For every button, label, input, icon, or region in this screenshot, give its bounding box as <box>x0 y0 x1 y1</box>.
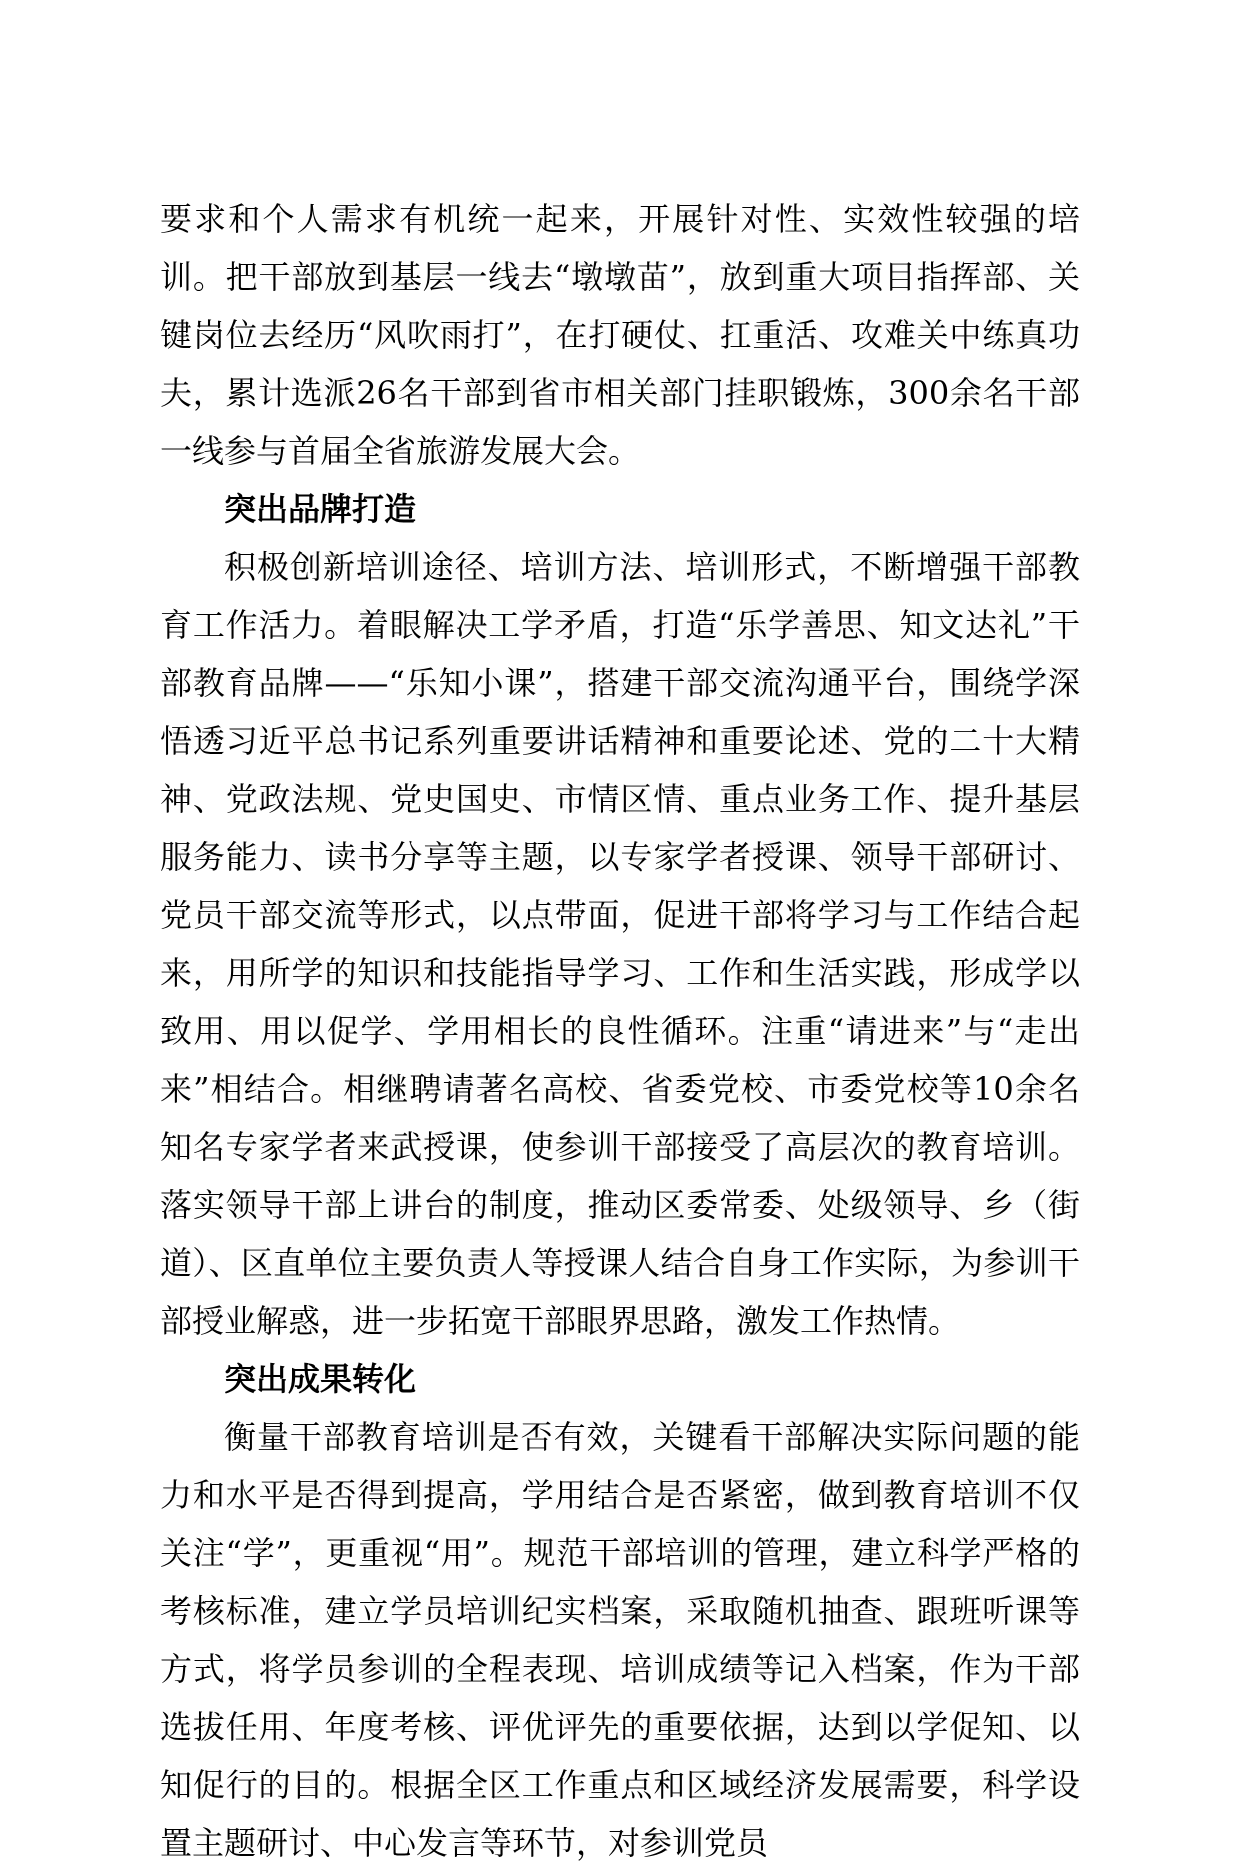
section-heading-results: 突出成果转化 <box>224 1360 417 1398</box>
document-page <box>160 190 1080 1872</box>
body-paragraph-2: 积极创新培训途径、培训方法、培训形式，不断增强干部教育工作活力。着眼解决工学矛盾，打造“乐学善思、知文达礼”干部教育品牌——“乐知小课”，搭建干部交流沟通平台，围绕学深悟透习近平总书记系列重要讲话精神和重要论述、党的二十大精神、党政法规、党史国史、市情区情、重点业务工作、提升基层服务能力、读书分享等主题，以专家学者授课、领导干部研讨、党员干部交流等形式，以点带面，促进干部将学习与工作结合起来，用所学的知识和技能指导学习、工作和生活实践，形成学以致用、用以促学、学用相长的良性循环。注重“请进来”与“走出来”相结合。相继聘请著名高校、省委党校、市委党校等10余名知名专家学者来武授课，使参训干部接受了高层次的教育培训。落实领导干部上讲台的制度，推动区委常委、处级领导、乡（街道）、区直单位主要负责人等授课人结合自身工作实际，为参训干部授业解惑，进一步拓宽干部眼界思路，激发工作热情。 <box>160 548 1080 1340</box>
body-paragraph-3: 衡量干部教育培训是否有效，关键看干部解决实际问题的能力和水平是否得到提高，学用结合是否紧密，做到教育培训不仅关注“学”，更重视“用”。规范干部培训的管理，建立科学严格的考核标准，建立学员培训纪实档案，采取随机抽查、跟班听课等方式，将学员参训的全程表现、培训成绩等记入档案，作为干部选拔任用、年度考核、评优评先的重要依据，达到以学促知、以知促行的目的。根据全区工作重点和区域经济发展需要，科学设置主题研讨、中心发言等环节，对参训党员 <box>160 1418 1080 1862</box>
body-paragraph-1: 要求和个人需求有机统一起来，开展针对性、实效性较强的培训。把干部放到基层一线去“墩墩苗”，放到重大项目指挥部、关键岗位去经历“风吹雨打”，在打硬仗、扛重活、攻难关中练真功夫，累计选派26名干部到省市相关部门挂职锻炼，300余名干部一线参与首届全省旅游发展大会。 <box>160 200 1080 470</box>
section-heading-brand: 突出品牌打造 <box>224 490 417 528</box>
